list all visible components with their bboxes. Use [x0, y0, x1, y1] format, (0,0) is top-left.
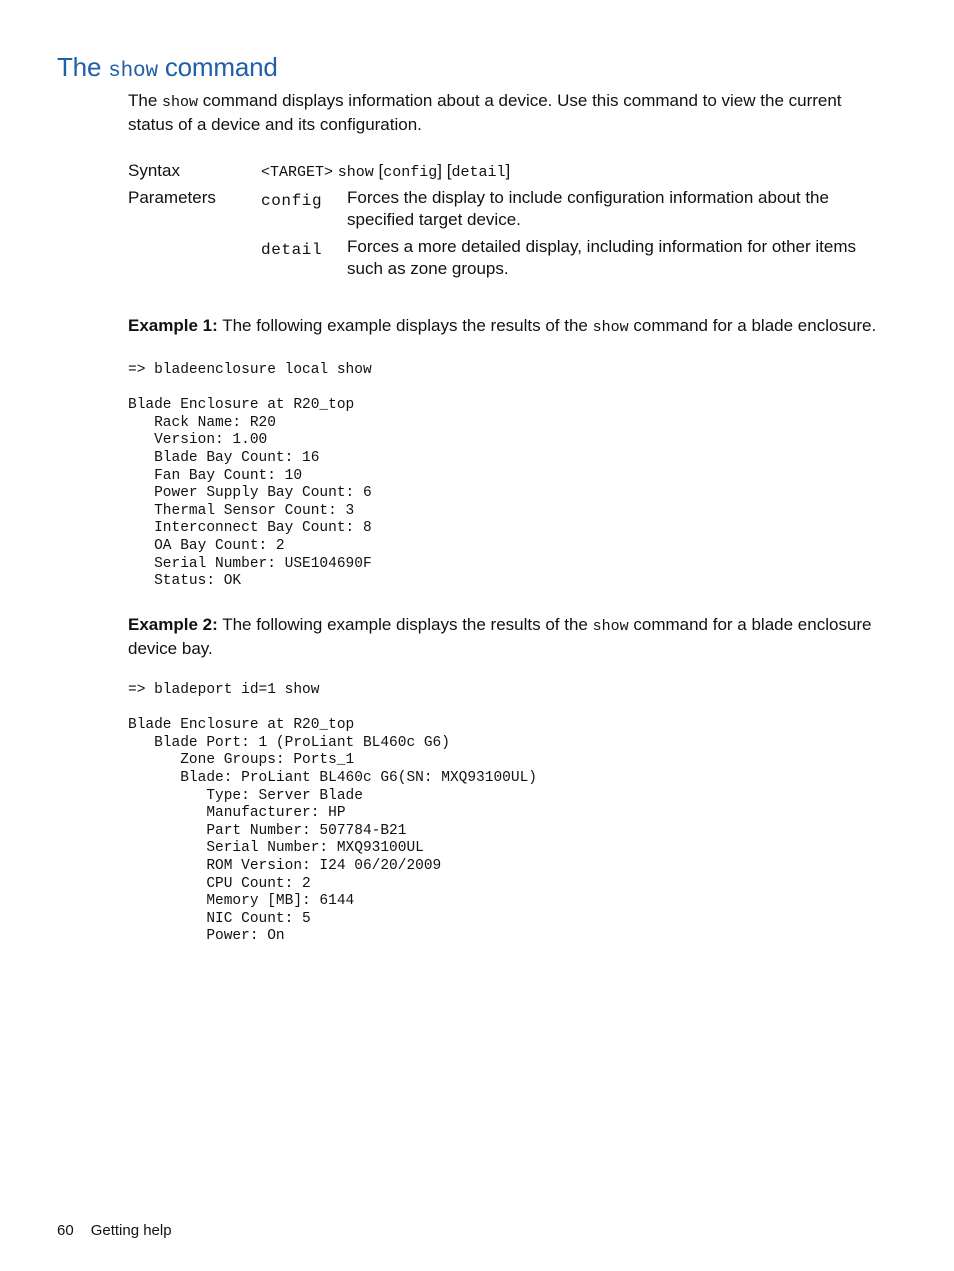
parameter-name: detail: [261, 241, 323, 259]
syntax-value: [261, 160, 510, 184]
syntax-config-open: [: [378, 161, 384, 180]
intro-command: show: [162, 94, 199, 111]
page-number: 60: [57, 1222, 74, 1239]
example-2-description: [128, 614, 878, 660]
intro-text-before: The: [128, 91, 158, 110]
example-1-command: show: [592, 319, 629, 336]
syntax-detail: detail: [451, 164, 506, 181]
page-title: [57, 52, 278, 83]
example-2-label: Example 2:: [128, 615, 218, 634]
syntax-label: Syntax: [128, 161, 180, 180]
title-suffix: command: [164, 52, 278, 82]
intro-paragraph: [128, 90, 868, 136]
example-1-text-before: The following example displays the results of the: [222, 316, 588, 335]
parameters-label: Parameters: [128, 188, 216, 207]
example-1-description: [128, 315, 878, 339]
syntax-target: <TARGET>: [261, 164, 334, 181]
example-2-text-before: The following example displays the results of the: [222, 615, 588, 634]
title-command: show: [108, 60, 158, 83]
parameter-description: Forces a more detailed display, including information for other items such as zone groups.: [347, 237, 856, 278]
parameter-name: config: [261, 192, 323, 210]
intro-text-after: command displays information about a device. Use this command to view the current status of a device and its configuration.: [128, 91, 842, 134]
example-2-code-block: => bladeport id=1 show Blade Enclosure at R20_top Blade Port: 1 (ProLiant BL460c G6) Zone Groups: Ports_1 Blade: ProLiant BL460c G6(SN: MXQ93100UL) Type: Server Blade Manufacturer: HP Part Number: 507784-B21 Serial Number: MXQ93100UL ROM Version: I24 06/20/2009 CPU Count: 2 Memory [MB]: 6144 NIC Count: 5 Power: On: [128, 682, 537, 945]
syntax-detail-close: ]: [505, 161, 511, 180]
example-2-text-after: command for a blade enclosure device bay.: [128, 615, 872, 658]
syntax-detail-open: [: [446, 161, 452, 180]
syntax-config-close: ]: [437, 161, 442, 180]
syntax-config: config: [383, 164, 438, 181]
footer-section-title: Getting help: [90, 1222, 172, 1239]
title-prefix: The: [57, 52, 102, 82]
example-2-command: show: [592, 618, 629, 635]
example-1-label: Example 1:: [128, 316, 218, 335]
page-footer: [57, 1222, 172, 1239]
parameter-description: Forces the display to include configuration information about the specified target device.: [347, 188, 829, 229]
example-1-text-after: command for a blade enclosure.: [633, 316, 877, 335]
example-1-code-block: => bladeenclosure local show Blade Enclosure at R20_top Rack Name: R20 Version: 1.00 Blade Bay Count: 16 Fan Bay Count: 10 Power Supply Bay Count: 6 Thermal Sensor Count: 3 Interconnect Bay Count: 8 OA Bay Count: 2 Serial Number: USE104690F Status: OK: [128, 362, 372, 590]
syntax-command: show: [337, 164, 374, 181]
